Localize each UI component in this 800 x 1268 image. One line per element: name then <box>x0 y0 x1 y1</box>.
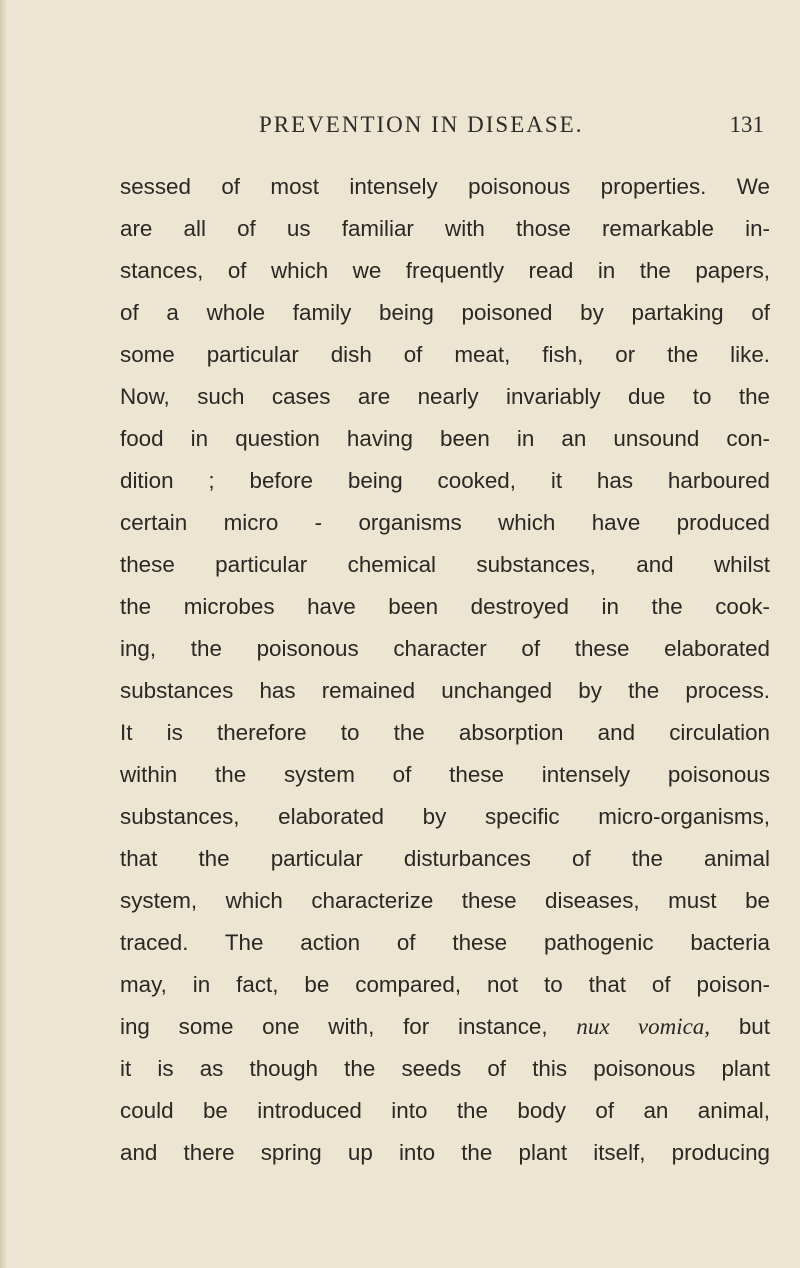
text-line: that the particular disturbances of the animal <box>120 846 770 871</box>
text-line: ing, the poisonous character of these elaborated <box>120 636 770 661</box>
text-line: dition ; before being cooked, it has harboured <box>120 468 770 493</box>
text-line: the microbes have been destroyed in the cook- <box>120 594 770 619</box>
text-line: could be introduced into the body of an animal, <box>120 1098 770 1123</box>
text-line: substances, elaborated by specific micro-organisms, <box>120 804 770 829</box>
text-line: It is therefore to the absorption and circulation <box>120 720 770 745</box>
text-line: it is as though the seeds of this poisonous plant <box>120 1056 770 1081</box>
text-line: may, in fact, be compared, not to that of poison- <box>120 972 770 997</box>
text-line: of a whole family being poisoned by partaking of <box>120 300 770 325</box>
italic-term: nux vomica, <box>576 1014 711 1039</box>
text-line: traced. The action of these pathogenic bacteria <box>120 930 770 955</box>
text-line: stances, of which we frequently read in the papers, <box>120 258 770 283</box>
text-line: Now, such cases are nearly invariably due to the <box>120 384 770 409</box>
running-title: PREVENTION IN DISEASE. <box>259 112 584 137</box>
text-line: some particular dish of meat, fish, or the like. <box>120 342 770 367</box>
page-number: 131 <box>729 112 764 137</box>
text-line: and there spring up into the plant itself, producing <box>120 1140 770 1165</box>
text-line: these particular chemical substances, and whilst <box>120 552 770 577</box>
text-line-mixed <box>120 1006 770 1048</box>
page-gutter-edge <box>0 0 6 1268</box>
body-text <box>120 166 770 1174</box>
running-header <box>120 112 770 146</box>
text-run: ing some one with, for instance, <box>120 1014 548 1039</box>
text-line: system, which characterize these diseases, must be <box>120 888 770 913</box>
text-line: sessed of most intensely poisonous properties. We <box>120 174 770 199</box>
text-line: substances has remained unchanged by the process. <box>120 678 770 703</box>
text-line: within the system of these intensely poisonous <box>120 762 770 787</box>
text-line: certain micro - organisms which have produced <box>120 510 770 535</box>
text-run: but <box>738 1014 770 1039</box>
text-line: are all of us familiar with those remarkable in- <box>120 216 770 241</box>
text-line: food in question having been in an unsound con- <box>120 426 770 451</box>
